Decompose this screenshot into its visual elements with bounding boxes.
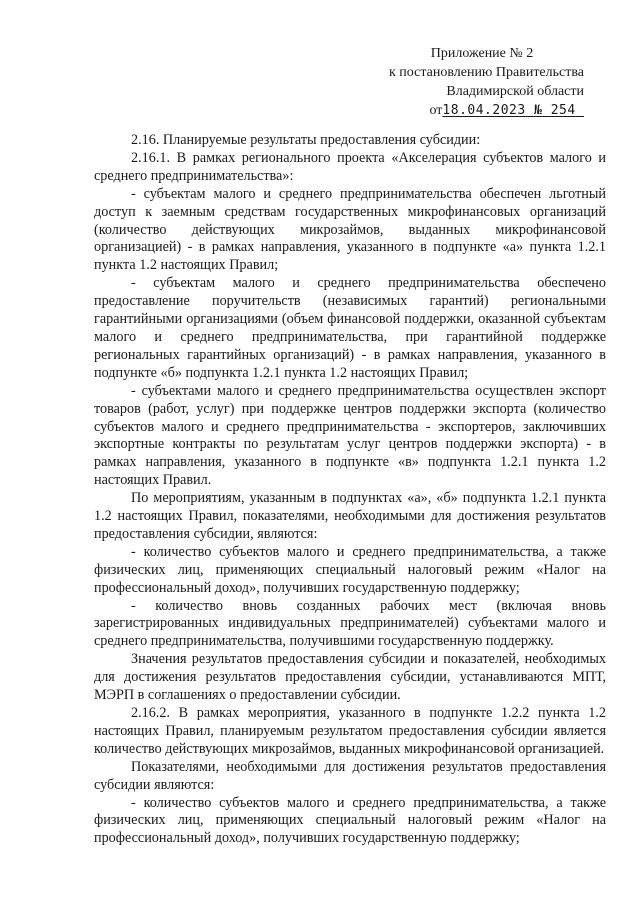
appendix-number: Приложение № 2 [430,46,534,61]
list-item-microloans: - субъектам малого и среднего предпринимательства обеспечен льготный доступ к заемным средствам государственных микрофинансовых организаций (количество действующих микрозаймов, выданных микрофинансовой организацией) - в рамках направления, указанного в подпункте «а» пункта 1.2.1 пункта 1.2 настоящих Правил; [94,185,606,274]
indicator-supported-entities-2: - количество субъектов малого и среднего предпринимательства, а также физических лиц, применяющих специальный налоговый режим «Налог на профессиональный доход», получивших государственную поддержку; [94,794,606,847]
indicators-intro-2: Показателями, необходимыми для достижения результатов предоставления субсидии являются: [94,758,606,793]
region-name: Владимирской области [446,84,584,99]
values-paragraph: Значения результатов предоставления субсидии и показателей, необходимых для достижения результатов предоставления субсидии, устанавливаются МПТ, МЭРП в соглашениях о предоставлении субсидии. [94,651,606,704]
date-prefix: от [429,103,443,118]
document-body [94,132,606,848]
subsection-2-16-2: 2.16.2. В рамках мероприятия, указанного в подпункте 1.2.2 пункта 1.2 настоящих Правил, планируемым результатом предоставления субсидии является количество действующих микрозаймов, выданных микрофинансовой организацией. [94,705,606,757]
number-sign: № [534,103,543,118]
resolution-reference: к постановлению Правительства [388,65,584,80]
date-value: 18.04.2023 [442,103,526,118]
section-title: 2.16. Планируемые результаты предоставления субсидии: [131,132,481,148]
list-item-export: - субъектами малого и среднего предпринимательства осуществлен экспорт товаров (работ, услуг) при поддержке центров поддержки экспорта (количество субъектов малого и среднего предпринимательства - экспортеров, заключивших экспортные контракты по результатам услуг центров поддержки экспорта) - в рамках направления, указанного в подпункте «в» подпункта 1.2.1 пункта 1.2 настоящих Правил. [94,382,606,489]
resolution-date-number [344,101,584,120]
appendix-header [344,44,584,120]
list-item-guarantees: - субъектам малого и среднего предпринимательства обеспечено предоставление поручительств (независимых гарантий) региональными гарантийными организациями (объем финансовой поддержки, оказанной субъектам малого и среднего предпринимательства, при гарантийной поддержке региональных гарантийных организаций) - в рамках направления, указанного в подпункте «б» подпункта 1.2.1 пункта 1.2 настоящих Правил; [94,275,606,381]
subsection-2-16-1: 2.16.1. В рамках регионального проекта «Акселерация субъектов малого и среднего предпринимательства»: [94,149,606,184]
number-value: 254 [550,103,576,118]
indicators-intro: По мероприятиям, указанным в подпунктах «а», «б» подпункта 1.2.1 пункта 1.2 настоящих Правил, показателями, необходимыми для достижения результатов предоставления субсидии, являются: [94,490,606,542]
indicator-supported-entities: - количество субъектов малого и среднего предпринимательства, а также физических лиц, применяющих специальный налоговый режим «Налог на профессиональный доход», получивших государственную поддержку; [94,543,606,596]
indicator-new-jobs: - количество вновь созданных рабочих мест (включая вновь зарегистрированных индивидуальных предпринимателей) субъектами малого и среднего предпринимательства, получившими государственную поддержку. [94,597,606,650]
